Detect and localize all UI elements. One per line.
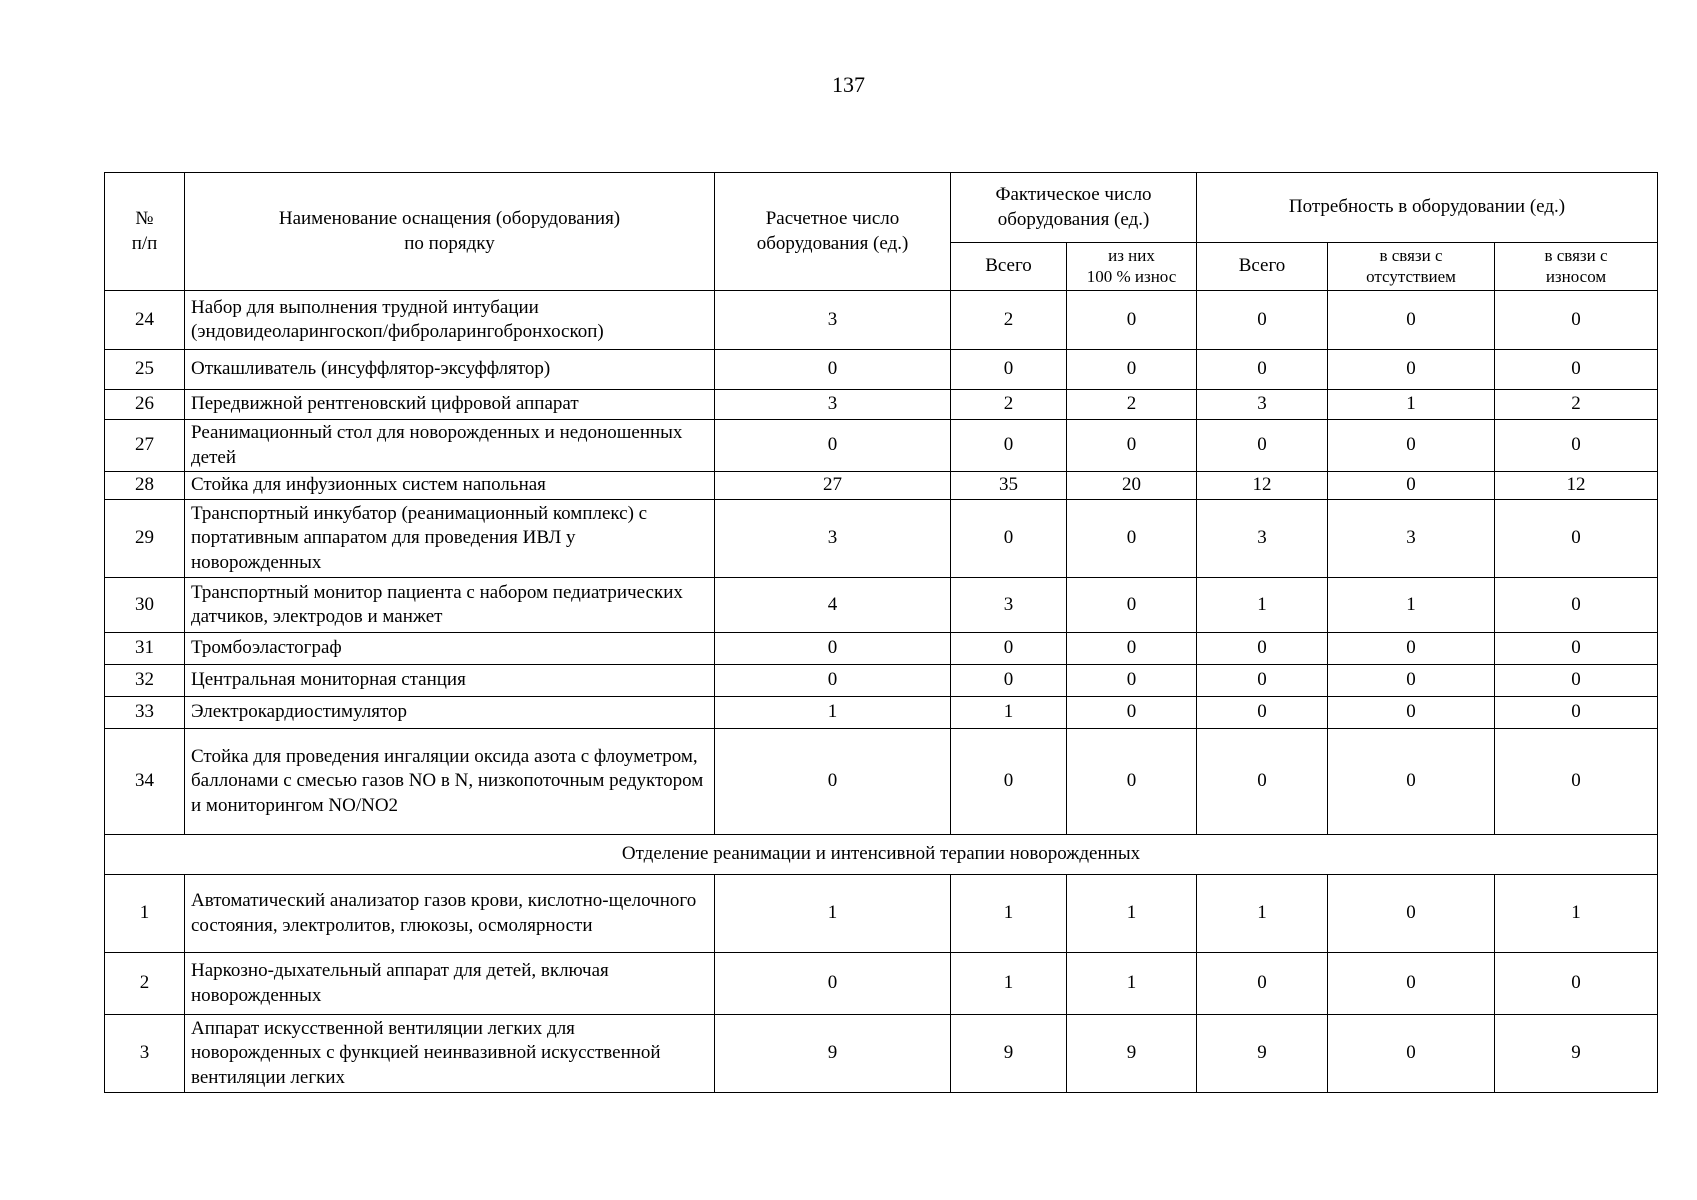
cell-no: 26 — [105, 390, 185, 420]
cell-fact-worn: 0 — [1067, 578, 1197, 633]
cell-fact-total: 2 — [951, 390, 1067, 420]
cell-need-absence: 0 — [1328, 633, 1495, 665]
cell-name: Передвижной рентгеновский цифровой аппарат — [185, 390, 715, 420]
cell-calc: 1 — [715, 697, 951, 729]
cell-fact-total: 35 — [951, 472, 1067, 500]
cell-no: 31 — [105, 633, 185, 665]
cell-no: 27 — [105, 420, 185, 472]
cell-need-absence: 1 — [1328, 578, 1495, 633]
cell-need-total: 3 — [1197, 500, 1328, 578]
header-calc: Расчетное число оборудования (ед.) — [715, 173, 951, 291]
cell-calc: 4 — [715, 578, 951, 633]
cell-no: 24 — [105, 291, 185, 350]
cell-calc: 9 — [715, 1015, 951, 1093]
cell-fact-worn: 1 — [1067, 875, 1197, 953]
header-name: Наименование оснащения (оборудования) по порядку — [185, 173, 715, 291]
table-row — [105, 472, 1658, 500]
table-row — [105, 350, 1658, 390]
cell-need-total: 0 — [1197, 633, 1328, 665]
cell-calc: 1 — [715, 875, 951, 953]
cell-need-total: 9 — [1197, 1015, 1328, 1093]
cell-fact-worn: 2 — [1067, 390, 1197, 420]
table-row — [105, 291, 1658, 350]
table-row — [105, 697, 1658, 729]
cell-fact-total: 2 — [951, 291, 1067, 350]
cell-calc: 3 — [715, 390, 951, 420]
cell-calc: 27 — [715, 472, 951, 500]
cell-fact-total: 0 — [951, 633, 1067, 665]
cell-no: 1 — [105, 875, 185, 953]
table-row — [105, 633, 1658, 665]
cell-fact-worn: 0 — [1067, 420, 1197, 472]
cell-need-absence: 1 — [1328, 390, 1495, 420]
section-title: Отделение реанимации и интенсивной терапии новорожденных — [105, 835, 1658, 875]
cell-name: Реанимационный стол для новорожденных и недоношенных детей — [185, 420, 715, 472]
cell-need-absence: 0 — [1328, 420, 1495, 472]
cell-need-wear: 0 — [1495, 291, 1658, 350]
cell-fact-worn: 9 — [1067, 1015, 1197, 1093]
cell-calc: 0 — [715, 665, 951, 697]
header-need-absence: в связи с отсутствием — [1328, 243, 1495, 291]
cell-fact-total: 0 — [951, 665, 1067, 697]
cell-fact-total: 1 — [951, 953, 1067, 1015]
cell-need-total: 12 — [1197, 472, 1328, 500]
cell-need-total: 0 — [1197, 665, 1328, 697]
cell-need-total: 1 — [1197, 875, 1328, 953]
cell-fact-worn: 20 — [1067, 472, 1197, 500]
cell-fact-worn: 0 — [1067, 500, 1197, 578]
cell-fact-total: 3 — [951, 578, 1067, 633]
cell-no: 32 — [105, 665, 185, 697]
cell-calc: 0 — [715, 633, 951, 665]
cell-fact-total: 0 — [951, 350, 1067, 390]
cell-need-total: 0 — [1197, 420, 1328, 472]
cell-fact-total: 0 — [951, 500, 1067, 578]
cell-name: Транспортный монитор пациента с набором педиатрических датчиков, электродов и манжет — [185, 578, 715, 633]
cell-need-total: 0 — [1197, 697, 1328, 729]
header-need-group: Потребность в оборудовании (ед.) — [1197, 173, 1658, 243]
table-row — [105, 420, 1658, 472]
cell-name: Транспортный инкубатор (реанимационный комплекс) с портативным аппаратом для проведения ИВЛ у новорожденных — [185, 500, 715, 578]
cell-calc: 3 — [715, 291, 951, 350]
cell-no: 34 — [105, 729, 185, 835]
cell-need-wear: 0 — [1495, 953, 1658, 1015]
header-fact-total: Всего — [951, 243, 1067, 291]
cell-need-total: 0 — [1197, 350, 1328, 390]
cell-fact-worn: 0 — [1067, 697, 1197, 729]
cell-no: 28 — [105, 472, 185, 500]
cell-no: 2 — [105, 953, 185, 1015]
cell-fact-worn: 1 — [1067, 953, 1197, 1015]
cell-fact-total: 1 — [951, 875, 1067, 953]
cell-need-wear: 0 — [1495, 500, 1658, 578]
cell-name: Автоматический анализатор газов крови, кислотно-щелочного состояния, электролитов, глюкозы, осмолярности — [185, 875, 715, 953]
cell-need-absence: 0 — [1328, 665, 1495, 697]
cell-name: Тромбоэластограф — [185, 633, 715, 665]
cell-name: Электрокардиостимулятор — [185, 697, 715, 729]
cell-need-wear: 0 — [1495, 665, 1658, 697]
header-fact-worn: из них 100 % износ — [1067, 243, 1197, 291]
cell-need-wear: 0 — [1495, 729, 1658, 835]
cell-need-absence: 0 — [1328, 953, 1495, 1015]
cell-calc: 0 — [715, 729, 951, 835]
table-row — [105, 578, 1658, 633]
cell-need-wear: 9 — [1495, 1015, 1658, 1093]
cell-calc: 0 — [715, 420, 951, 472]
cell-fact-worn: 0 — [1067, 665, 1197, 697]
cell-name: Наркозно-дыхательный аппарат для детей, включая новорожденных — [185, 953, 715, 1015]
cell-need-wear: 2 — [1495, 390, 1658, 420]
cell-need-absence: 0 — [1328, 729, 1495, 835]
cell-fact-total: 0 — [951, 729, 1067, 835]
cell-fact-total: 9 — [951, 1015, 1067, 1093]
cell-name: Стойка для инфузионных систем напольная — [185, 472, 715, 500]
table-row — [105, 729, 1658, 835]
cell-need-wear: 1 — [1495, 875, 1658, 953]
cell-fact-total: 0 — [951, 420, 1067, 472]
cell-need-total: 0 — [1197, 729, 1328, 835]
table-header — [105, 173, 1658, 291]
cell-no: 30 — [105, 578, 185, 633]
table-body-part2 — [105, 875, 1658, 1093]
table-row — [105, 875, 1658, 953]
cell-need-wear: 0 — [1495, 350, 1658, 390]
section-block — [105, 835, 1658, 875]
cell-name: Стойка для проведения ингаляции оксида азота с флоуметром, баллонами с смесью газов NO в N, низкопоточным редуктором и мониторингом NO/NO2 — [185, 729, 715, 835]
cell-need-absence: 0 — [1328, 1015, 1495, 1093]
table-row — [105, 500, 1658, 578]
cell-calc: 0 — [715, 953, 951, 1015]
cell-need-wear: 0 — [1495, 633, 1658, 665]
cell-fact-worn: 0 — [1067, 350, 1197, 390]
cell-name: Набор для выполнения трудной интубации (эндовидеоларингоскоп/фиброларингобронхоскоп) — [185, 291, 715, 350]
cell-need-wear: 0 — [1495, 420, 1658, 472]
cell-need-wear: 0 — [1495, 697, 1658, 729]
header-need-wear: в связи с износом — [1495, 243, 1658, 291]
cell-calc: 0 — [715, 350, 951, 390]
cell-no: 29 — [105, 500, 185, 578]
table-row — [105, 1015, 1658, 1093]
cell-need-total: 0 — [1197, 291, 1328, 350]
cell-fact-worn: 0 — [1067, 291, 1197, 350]
table-body-part1 — [105, 291, 1658, 835]
header-no: № п/п — [105, 173, 185, 291]
cell-name: Откашливатель (инсуффлятор-эксуффлятор) — [185, 350, 715, 390]
equipment-table — [104, 172, 1658, 1093]
cell-calc: 3 — [715, 500, 951, 578]
cell-need-total: 0 — [1197, 953, 1328, 1015]
header-need-total: Всего — [1197, 243, 1328, 291]
cell-no: 25 — [105, 350, 185, 390]
cell-need-total: 3 — [1197, 390, 1328, 420]
header-fact-group: Фактическое число оборудования (ед.) — [951, 173, 1197, 243]
cell-name: Аппарат искусственной вентиляции легких для новорожденных с функцией неинвазивной искусственной вентиляции легких — [185, 1015, 715, 1093]
cell-need-absence: 0 — [1328, 291, 1495, 350]
table-row — [105, 953, 1658, 1015]
page-number: 137 — [832, 72, 865, 97]
cell-need-absence: 0 — [1328, 350, 1495, 390]
cell-need-absence: 0 — [1328, 875, 1495, 953]
cell-no: 3 — [105, 1015, 185, 1093]
cell-need-absence: 3 — [1328, 500, 1495, 578]
cell-name: Центральная мониторная станция — [185, 665, 715, 697]
cell-need-wear: 0 — [1495, 578, 1658, 633]
cell-fact-worn: 0 — [1067, 633, 1197, 665]
cell-fact-total: 1 — [951, 697, 1067, 729]
table-row — [105, 665, 1658, 697]
table-row — [105, 390, 1658, 420]
cell-no: 33 — [105, 697, 185, 729]
cell-need-total: 1 — [1197, 578, 1328, 633]
cell-need-absence: 0 — [1328, 472, 1495, 500]
cell-need-wear: 12 — [1495, 472, 1658, 500]
cell-fact-worn: 0 — [1067, 729, 1197, 835]
cell-need-absence: 0 — [1328, 697, 1495, 729]
